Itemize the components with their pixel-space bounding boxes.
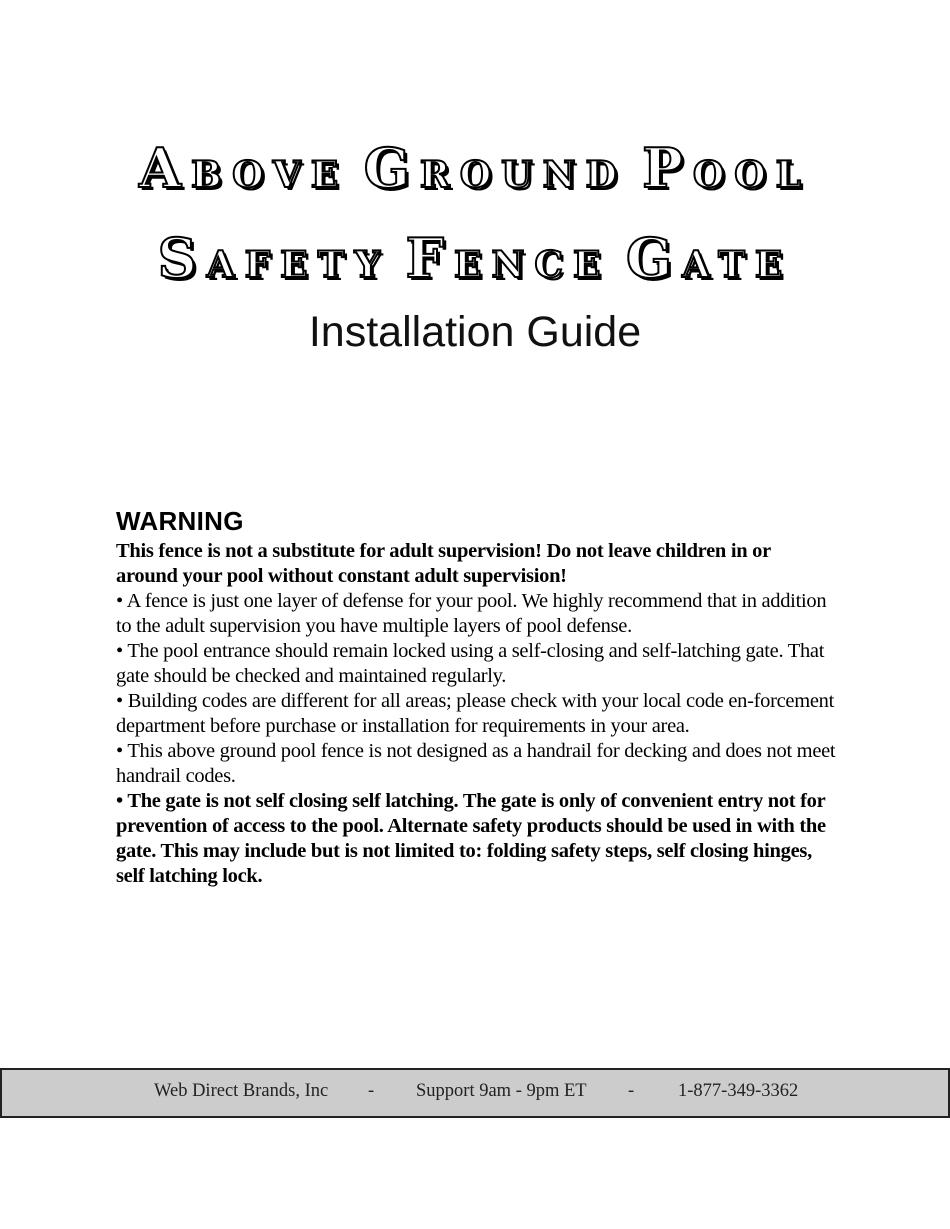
title-cap: G xyxy=(626,226,683,290)
footer-bar xyxy=(0,1068,950,1118)
warning-bullet: • The gate is not self closing self latching. The gate is only of convenient entry not for prevention of access to the pool. Alternate safety products should be used in with the gate. This may include but is not limited to: folding safety steps, self closing hinges, self latching lock. xyxy=(116,790,826,887)
title-word: AFETY xyxy=(206,244,391,286)
title-cap: F xyxy=(405,226,454,290)
footer-phone: 1-877-349-3362 xyxy=(678,1081,799,1101)
warning-bullet: • This above ground pool fence is not designed as a handrail for decking and does not meet handrail codes. xyxy=(116,740,836,787)
title-word: ATE xyxy=(682,244,793,286)
warning-bullet: • The pool entrance should remain locked using a self-closing and self-latching gate. That gate should be checked and maintained regularly. xyxy=(116,640,825,687)
warning-bullet: • A fence is just one layer of defense for your pool. We highly recommend that in addition to the adult supervision you have multiple layers of pool defense. xyxy=(116,590,827,637)
warning-intro: This fence is not a substitute for adult supervision! Do not leave children in or around your pool without constant adult supervision! xyxy=(116,540,771,587)
title-word: BOVE xyxy=(190,154,349,196)
title-cap: G xyxy=(363,136,420,200)
footer-separator: - xyxy=(628,1081,635,1101)
warning-section xyxy=(116,505,836,889)
title-line-1 xyxy=(0,136,950,200)
title-word: OOL xyxy=(692,154,811,196)
footer-company: Web Direct Brands, Inc xyxy=(154,1081,329,1101)
title-cap: S xyxy=(157,226,207,290)
title-word: ROUND xyxy=(419,154,627,196)
title-cap: P xyxy=(642,136,693,200)
footer-separator: - xyxy=(368,1081,375,1101)
warning-bullet: • Building codes are different for all areas; please check with your local code en-forcement department before purchase or installation for requirements in your area. xyxy=(116,690,835,737)
title-cap: A xyxy=(139,136,191,200)
warning-heading: WARNING xyxy=(116,506,244,536)
footer-support-hours: Support 9am - 9pm ET xyxy=(416,1081,587,1101)
title-word: ENCE xyxy=(454,244,611,286)
title-line-2 xyxy=(0,226,950,290)
subtitle: Installation Guide xyxy=(308,308,642,356)
